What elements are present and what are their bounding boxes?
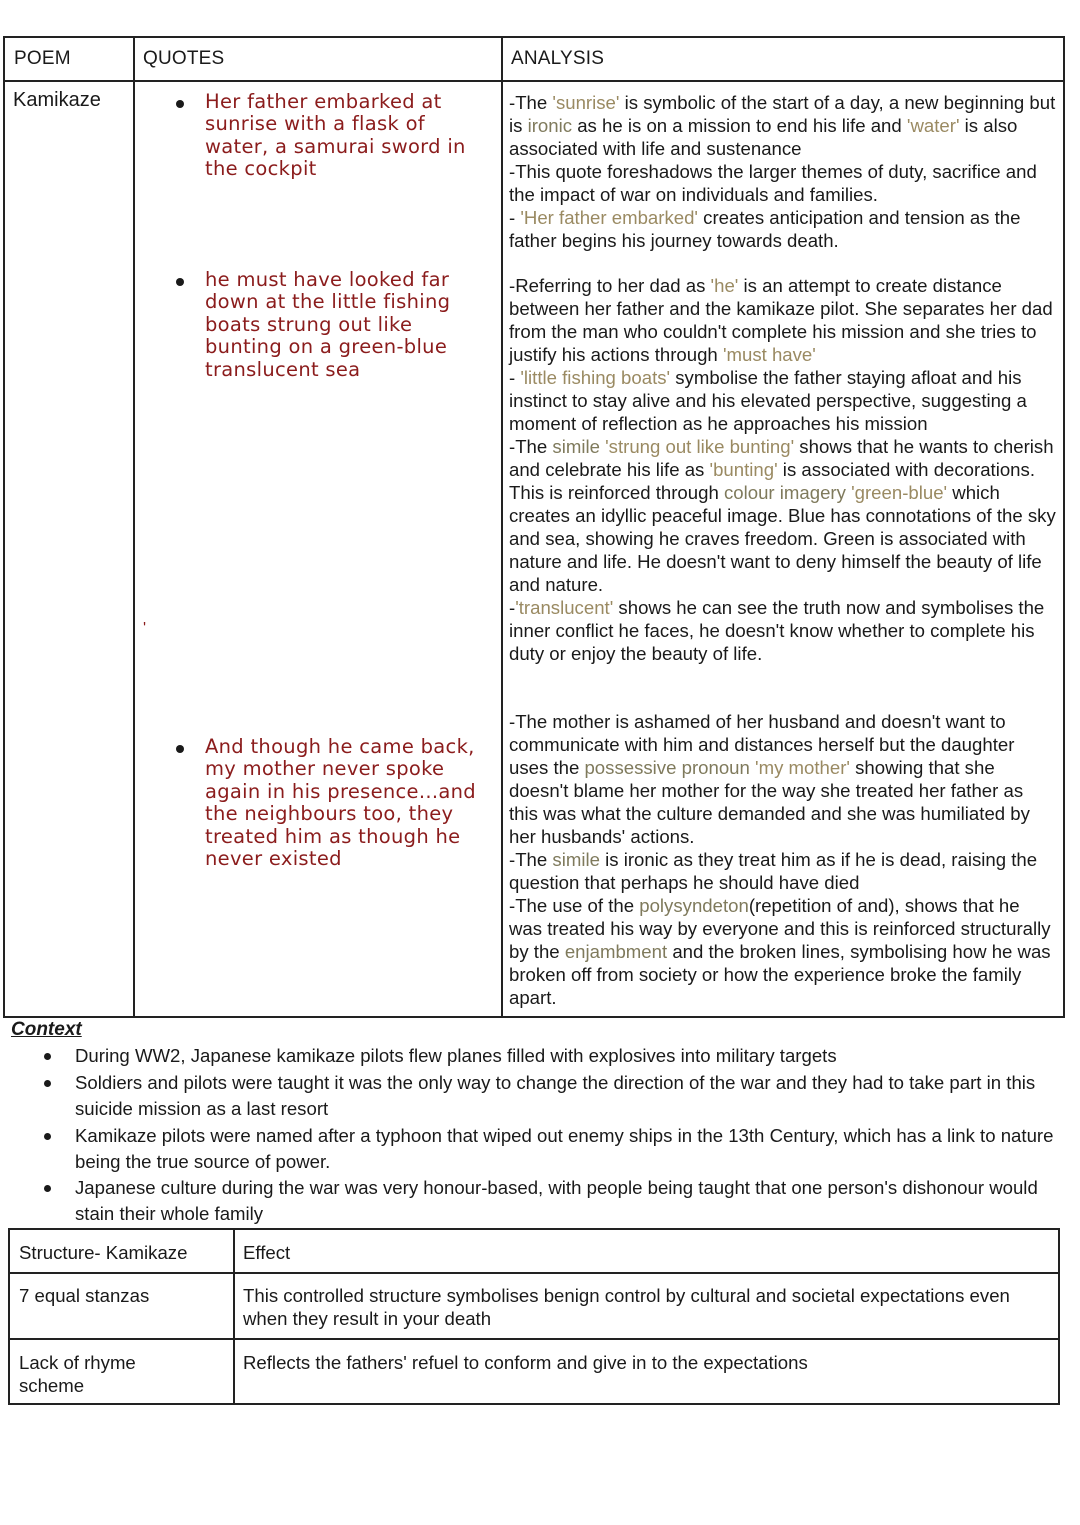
analysis-paragraph: -The mother is ashamed of her husband and doesn't want to communicate with him and distances herself but the daughter uses the possessive pronoun 'my mother' showing that she doesn't blame her mother for the way she treated her father as this was what the culture demanded and she was humiliated by her husbands' actions. <box>509 711 1030 847</box>
quote-3 <box>205 736 497 870</box>
quote-line: never existed <box>205 847 342 871</box>
bullet-dot <box>44 1133 51 1140</box>
quote-line: my mother never spoke <box>205 757 445 781</box>
header-poem: POEM <box>14 48 71 69</box>
analysis-paragraph: -The use of the polysyndeton(repetition of and), shows that he was treated his way by everyone and this is reinforced structurally by the enjambment and the broken lines, symbolising how he was broken off from society or how the experience broke the family apart. <box>509 895 1051 1008</box>
quote-line: sunrise with a flask of <box>205 112 425 136</box>
quote-line: treated him as though he <box>205 824 461 848</box>
analysis-paragraph: -The simile 'strung out like bunting' shows that he wants to cherish and celebrate his life as 'bunting' is associated with decorations. This is reinforced through colour imagery 'green-blue' which creates an idyllic peaceful image. Blue has connotations of the sky and sea, showing he craves freedom. Green is associated with nature and life. He doesn't want to deny himself the beauty of life and nature. <box>509 436 1056 595</box>
quote-line: water, a samurai sword in <box>205 134 466 158</box>
poem-title: Kamikaze <box>13 89 101 111</box>
quote-line: the cockpit <box>205 157 317 181</box>
header-quotes: QUOTES <box>143 48 225 69</box>
context-heading: Context <box>11 1019 82 1040</box>
bullet-dot <box>44 1185 51 1192</box>
header-analysis: ANALYSIS <box>511 48 605 69</box>
bullet-dot <box>176 100 184 108</box>
column-divider <box>133 38 135 1016</box>
context-item: Japanese culture during the war was very honour-based, with people being taught that one person's dishonour would stain their whole family <box>75 1177 1038 1224</box>
analysis-paragraph: -This quote foreshadows the larger themes of duty, sacrifice and the impact of war on individuals and families. <box>509 161 1037 205</box>
analysis-paragraph: -Referring to her dad as 'he' is an attempt to create distance between her father and the kamikaze pilot. She separates her dad from the man who couldn't complete his mission and she tries to justify his actions through 'must have' <box>509 275 1053 365</box>
structure-header: Structure- Kamikaze <box>19 1242 188 1263</box>
quote-line: he must have looked far <box>205 268 450 291</box>
column-divider <box>233 1230 235 1403</box>
quote-1 <box>205 91 495 181</box>
column-divider <box>501 38 503 1016</box>
bullet-dot <box>44 1080 51 1087</box>
bullet-dot <box>44 1053 51 1060</box>
structure-feature: 7 equal stanzas <box>19 1285 150 1306</box>
row-divider <box>10 1272 1058 1274</box>
quote-line: boats strung out like <box>205 312 413 336</box>
quote-line: translucent sea <box>205 357 361 381</box>
analysis-paragraph: -The simile is ironic as they treat him as if he is dead, raising the question that perhaps he should have died <box>509 849 1038 893</box>
analysis-paragraph: - 'Her father embarked' creates anticipation and tension as the father begins his journey towards death. <box>509 207 1021 251</box>
quote-2 <box>205 269 495 381</box>
analysis-1 <box>509 91 1057 252</box>
analysis-paragraph: -'translucent' shows he can see the truth now and symbolises the inner conflict he faces, he doesn't know whether to complete his duty or enjoy the beauty of life. <box>509 597 1045 664</box>
quote-line: And though he came back, <box>205 735 475 758</box>
quote-line: Her father embarked at <box>205 90 442 113</box>
quote-line: bunting on a green-blue <box>205 335 448 359</box>
analysis-3 <box>509 710 1057 1009</box>
context-item: Kamikaze pilots were named after a typhoon that wiped out enemy ships in the 13th Century, which has a link to nature being the true source of power. <box>75 1125 1054 1172</box>
structure-effect: Reflects the fathers' refuel to conform and give in to the expectations <box>243 1352 808 1373</box>
stray-mark: ' <box>143 620 147 637</box>
analysis-2 <box>509 274 1057 665</box>
context-item: During WW2, Japanese kamikaze pilots flew planes filled with explosives into military targets <box>75 1045 837 1066</box>
quote-line: again in his presence...and <box>205 779 476 803</box>
structure-effect: This controlled structure symbolises benign control by cultural and societal expectations even when they result in your death <box>243 1285 1010 1329</box>
quote-line: the neighbours too, they <box>205 802 454 826</box>
analysis-paragraph: -The 'sunrise' is symbolic of the start of a day, a new beginning but is ironic as he is on a mission to end his life and 'water' is also associated with life and sustenance <box>509 92 1056 159</box>
row-divider <box>10 1338 1058 1340</box>
bullet-dot <box>176 745 184 753</box>
header-divider <box>5 80 1063 82</box>
structure-feature: Lack of rhyme scheme <box>19 1352 136 1396</box>
bullet-dot <box>176 278 184 286</box>
context-item: Soldiers and pilots were taught it was the only way to change the direction of the war and they had to take part in this suicide mission as a last resort <box>75 1072 1036 1119</box>
quote-line: down at the little fishing <box>205 290 451 314</box>
structure-table <box>8 1228 1060 1405</box>
effect-header: Effect <box>243 1242 291 1263</box>
analysis-paragraph: - 'little fishing boats' symbolise the father staying afloat and his instinct to stay alive and his elevated perspective, suggesting a moment of reflection as he approaches his mission <box>509 367 1027 434</box>
